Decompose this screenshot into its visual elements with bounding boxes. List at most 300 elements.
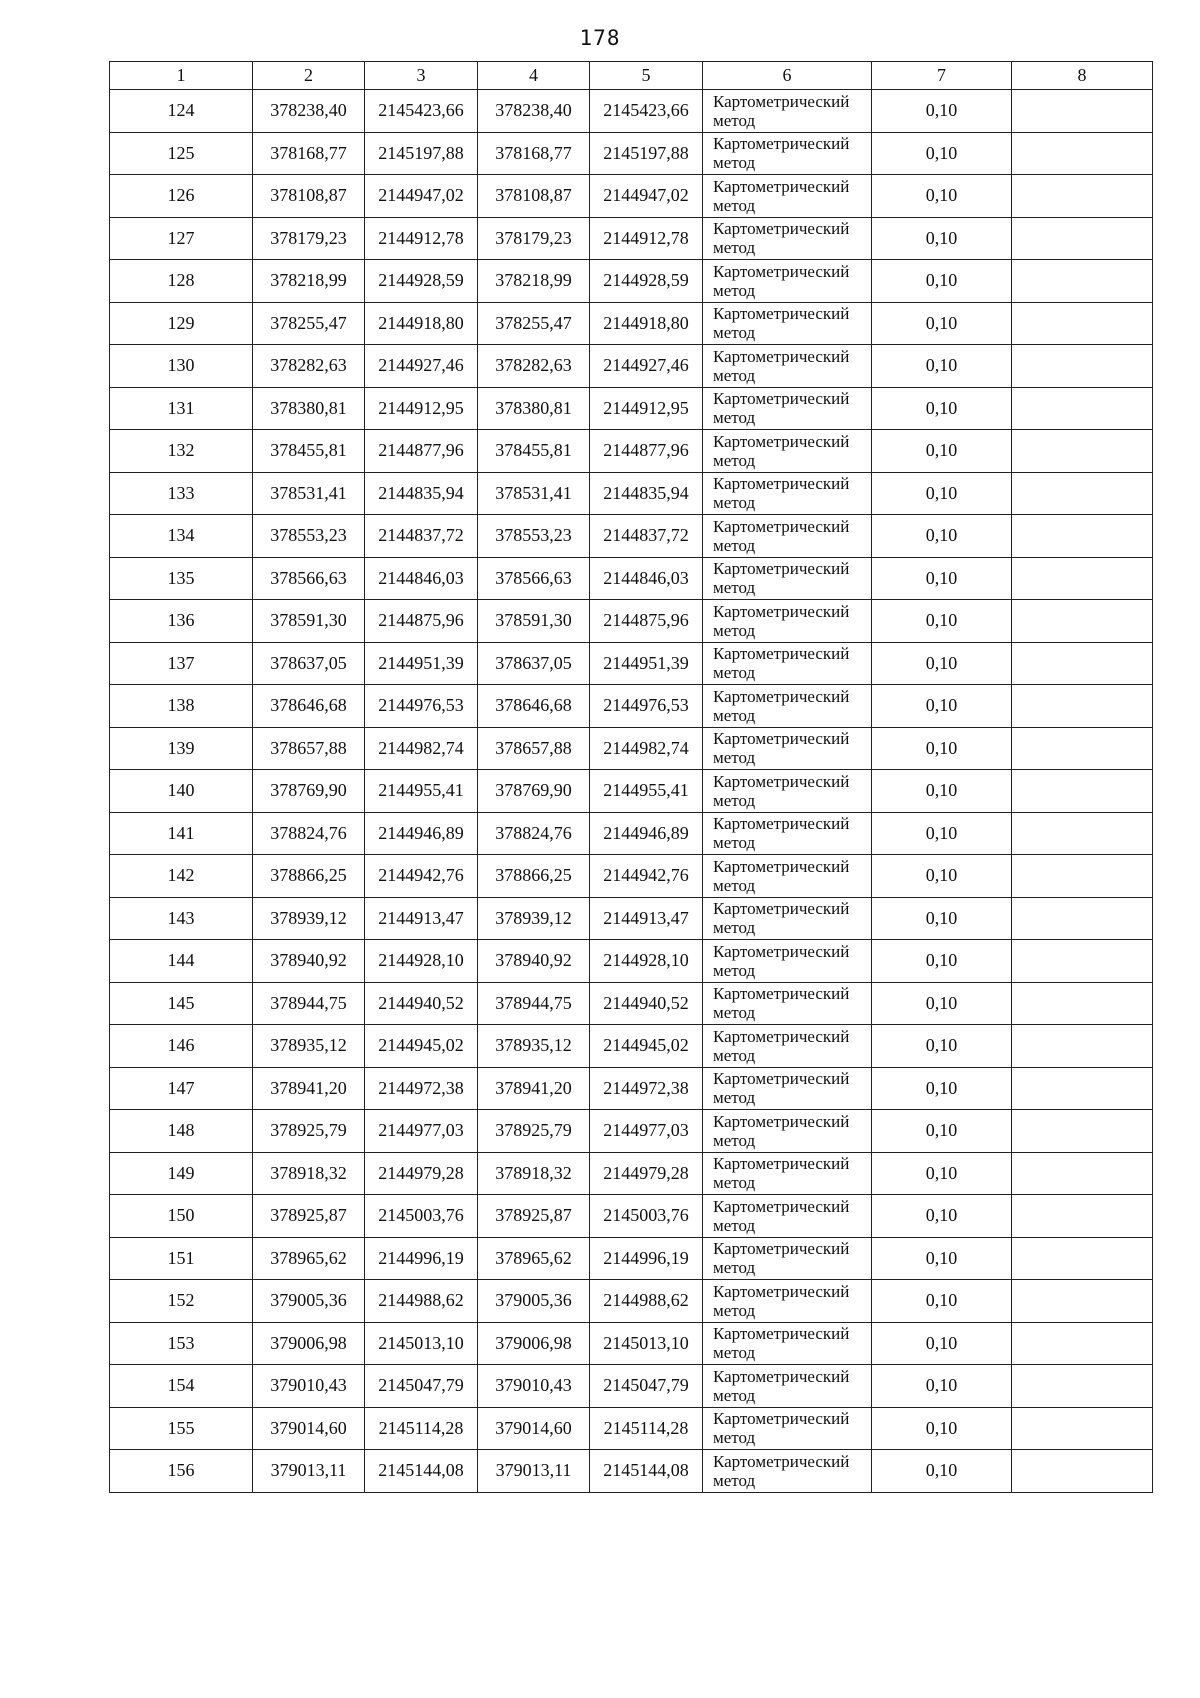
y-coordinate-cell: 2144846,03 (590, 557, 703, 600)
y-coordinate-cell: 2145047,79 (590, 1365, 703, 1408)
method-label: Картометрический (713, 1324, 850, 1344)
accuracy-cell: 0,10 (872, 302, 1012, 345)
method-label: Картометрический (713, 261, 850, 281)
y-coordinate-cell: 2145003,76 (365, 1195, 478, 1238)
point-number-cell: 138 (110, 685, 253, 728)
table-row (110, 685, 1153, 728)
x-coordinate-cell: 378637,05 (478, 642, 590, 685)
method-label: Картометрический (713, 304, 850, 324)
method-label: Картометрический (713, 389, 850, 409)
table-row (110, 557, 1153, 600)
method-label: метод (713, 280, 756, 300)
x-coordinate-cell: 378824,76 (478, 812, 590, 855)
accuracy-cell: 0,10 (872, 1322, 1012, 1365)
accuracy-cell: 0,10 (872, 90, 1012, 133)
y-coordinate-cell: 2144913,47 (365, 897, 478, 940)
accuracy-cell: 0,10 (872, 940, 1012, 983)
point-number-cell: 144 (110, 940, 253, 983)
table-row (110, 175, 1153, 218)
y-coordinate-cell: 2144928,59 (590, 260, 703, 303)
accuracy-cell: 0,10 (872, 1407, 1012, 1450)
accuracy-cell: 0,10 (872, 1025, 1012, 1068)
x-coordinate-cell: 378255,47 (253, 302, 365, 345)
y-coordinate-cell: 2144988,62 (590, 1280, 703, 1323)
method-label: метод (713, 1428, 756, 1448)
notes-cell (1012, 1322, 1153, 1365)
method-cell (703, 1237, 872, 1280)
point-number-cell: 127 (110, 217, 253, 260)
x-coordinate-cell: 378935,12 (253, 1025, 365, 1068)
method-cell (703, 557, 872, 600)
x-coordinate-cell: 379006,98 (253, 1322, 365, 1365)
x-coordinate-cell: 379006,98 (478, 1322, 590, 1365)
point-number-cell: 135 (110, 557, 253, 600)
y-coordinate-cell: 2144837,72 (590, 515, 703, 558)
column-header: 3 (365, 62, 478, 90)
method-label: Картометрический (713, 91, 850, 111)
method-label: метод (713, 195, 756, 215)
y-coordinate-cell: 2144976,53 (365, 685, 478, 728)
accuracy-cell: 0,10 (872, 600, 1012, 643)
x-coordinate-cell: 378108,87 (253, 175, 365, 218)
table-row (110, 897, 1153, 940)
y-coordinate-cell: 2145003,76 (590, 1195, 703, 1238)
method-label: метод (713, 1130, 756, 1150)
accuracy-cell: 0,10 (872, 1067, 1012, 1110)
x-coordinate-cell: 378941,20 (478, 1067, 590, 1110)
x-coordinate-cell: 378238,40 (478, 90, 590, 133)
point-number-cell: 142 (110, 855, 253, 898)
method-label: Картометрический (713, 1069, 850, 1089)
y-coordinate-cell: 2144979,28 (365, 1152, 478, 1195)
point-number-cell: 130 (110, 345, 253, 388)
table-row (110, 1110, 1153, 1153)
method-label: метод (713, 1045, 756, 1065)
table-row (110, 1067, 1153, 1110)
x-coordinate-cell: 379005,36 (253, 1280, 365, 1323)
accuracy-cell: 0,10 (872, 855, 1012, 898)
point-number-cell: 125 (110, 132, 253, 175)
method-label: метод (713, 1088, 756, 1108)
table-row (110, 855, 1153, 898)
method-label: метод (713, 1215, 756, 1235)
method-label: метод (713, 153, 756, 173)
y-coordinate-cell: 2144955,41 (365, 770, 478, 813)
method-label: Картометрический (713, 814, 850, 834)
method-label: Картометрический (713, 1026, 850, 1046)
page-number: 178 (579, 26, 621, 50)
point-number-cell: 147 (110, 1067, 253, 1110)
x-coordinate-cell: 379013,11 (253, 1450, 365, 1493)
table-row (110, 812, 1153, 855)
point-number-cell: 150 (110, 1195, 253, 1238)
column-header: 5 (590, 62, 703, 90)
x-coordinate-cell: 378255,47 (478, 302, 590, 345)
method-cell (703, 1407, 872, 1450)
method-cell (703, 1280, 872, 1323)
y-coordinate-cell: 2144912,95 (365, 387, 478, 430)
x-coordinate-cell: 379014,60 (478, 1407, 590, 1450)
method-label: Картометрический (713, 1451, 850, 1471)
notes-cell (1012, 1237, 1153, 1280)
accuracy-cell: 0,10 (872, 345, 1012, 388)
method-cell (703, 1322, 872, 1365)
accuracy-cell: 0,10 (872, 1237, 1012, 1280)
accuracy-cell: 0,10 (872, 430, 1012, 473)
y-coordinate-cell: 2144875,96 (590, 600, 703, 643)
x-coordinate-cell: 378939,12 (253, 897, 365, 940)
y-coordinate-cell: 2144912,78 (365, 217, 478, 260)
method-cell (703, 175, 872, 218)
x-coordinate-cell: 378944,75 (478, 982, 590, 1025)
method-label: метод (713, 833, 756, 853)
method-cell (703, 1067, 872, 1110)
notes-cell (1012, 982, 1153, 1025)
notes-cell (1012, 1450, 1153, 1493)
point-number-cell: 146 (110, 1025, 253, 1068)
x-coordinate-cell: 378918,32 (478, 1152, 590, 1195)
notes-cell (1012, 1110, 1153, 1153)
y-coordinate-cell: 2144972,38 (365, 1067, 478, 1110)
notes-cell (1012, 1280, 1153, 1323)
notes-cell (1012, 727, 1153, 770)
method-label: Картометрический (713, 1111, 850, 1131)
notes-cell (1012, 940, 1153, 983)
x-coordinate-cell: 378866,25 (478, 855, 590, 898)
method-cell (703, 387, 872, 430)
table-row (110, 1407, 1153, 1450)
method-cell (703, 982, 872, 1025)
method-label: Картометрический (713, 1366, 850, 1386)
notes-cell (1012, 387, 1153, 430)
x-coordinate-cell: 378925,79 (253, 1110, 365, 1153)
table-row (110, 940, 1153, 983)
x-coordinate-cell: 378591,30 (253, 600, 365, 643)
y-coordinate-cell: 2144928,59 (365, 260, 478, 303)
y-coordinate-cell: 2144918,80 (365, 302, 478, 345)
y-coordinate-cell: 2145197,88 (365, 132, 478, 175)
x-coordinate-cell: 378965,62 (253, 1237, 365, 1280)
y-coordinate-cell: 2144912,95 (590, 387, 703, 430)
method-cell (703, 1110, 872, 1153)
method-label: метод (713, 450, 756, 470)
table-row (110, 1195, 1153, 1238)
column-header: 6 (703, 62, 872, 90)
table-row (110, 1280, 1153, 1323)
method-cell (703, 600, 872, 643)
y-coordinate-cell: 2144945,02 (590, 1025, 703, 1068)
y-coordinate-cell: 2144977,03 (365, 1110, 478, 1153)
method-label: Картометрический (713, 559, 850, 579)
table-row (110, 1237, 1153, 1280)
point-number-cell: 133 (110, 472, 253, 515)
table-row (110, 1450, 1153, 1493)
notes-cell (1012, 770, 1153, 813)
accuracy-cell: 0,10 (872, 642, 1012, 685)
y-coordinate-cell: 2144947,02 (365, 175, 478, 218)
column-header: 7 (872, 62, 1012, 90)
table-row (110, 642, 1153, 685)
point-number-cell: 151 (110, 1237, 253, 1280)
x-coordinate-cell: 379014,60 (253, 1407, 365, 1450)
x-coordinate-cell: 378940,92 (253, 940, 365, 983)
accuracy-cell: 0,10 (872, 1365, 1012, 1408)
y-coordinate-cell: 2144837,72 (365, 515, 478, 558)
method-cell (703, 515, 872, 558)
method-cell (703, 260, 872, 303)
x-coordinate-cell: 378566,63 (478, 557, 590, 600)
notes-cell (1012, 345, 1153, 388)
table-row (110, 302, 1153, 345)
x-coordinate-cell: 378455,81 (478, 430, 590, 473)
x-coordinate-cell: 379013,11 (478, 1450, 590, 1493)
point-number-cell: 131 (110, 387, 253, 430)
x-coordinate-cell: 378940,92 (478, 940, 590, 983)
y-coordinate-cell: 2144912,78 (590, 217, 703, 260)
point-number-cell: 124 (110, 90, 253, 133)
table-row (110, 345, 1153, 388)
x-coordinate-cell: 378925,87 (478, 1195, 590, 1238)
x-coordinate-cell: 378824,76 (253, 812, 365, 855)
x-coordinate-cell: 378939,12 (478, 897, 590, 940)
point-number-cell: 155 (110, 1407, 253, 1450)
method-cell (703, 1450, 872, 1493)
x-coordinate-cell: 378168,77 (478, 132, 590, 175)
method-cell (703, 430, 872, 473)
point-number-cell: 153 (110, 1322, 253, 1365)
method-label: метод (713, 578, 756, 598)
point-number-cell: 141 (110, 812, 253, 855)
column-header: 8 (1012, 62, 1153, 90)
table-row (110, 90, 1153, 133)
method-label: Картометрический (713, 856, 850, 876)
notes-cell (1012, 1152, 1153, 1195)
method-cell (703, 90, 872, 133)
notes-cell (1012, 217, 1153, 260)
notes-cell (1012, 132, 1153, 175)
x-coordinate-cell: 378179,23 (253, 217, 365, 260)
method-cell (703, 217, 872, 260)
y-coordinate-cell: 2145114,28 (590, 1407, 703, 1450)
y-coordinate-cell: 2145144,08 (365, 1450, 478, 1493)
x-coordinate-cell: 379010,43 (478, 1365, 590, 1408)
method-cell (703, 897, 872, 940)
table-row (110, 600, 1153, 643)
accuracy-cell: 0,10 (872, 727, 1012, 770)
table-row (110, 1025, 1153, 1068)
y-coordinate-cell: 2144977,03 (590, 1110, 703, 1153)
y-coordinate-cell: 2144988,62 (365, 1280, 478, 1323)
x-coordinate-cell: 378531,41 (478, 472, 590, 515)
table-row (110, 132, 1153, 175)
method-label: метод (713, 1173, 756, 1193)
accuracy-cell: 0,10 (872, 1280, 1012, 1323)
notes-cell (1012, 302, 1153, 345)
notes-cell (1012, 897, 1153, 940)
accuracy-cell: 0,10 (872, 217, 1012, 260)
table-body (110, 90, 1153, 1493)
notes-cell (1012, 685, 1153, 728)
method-label: метод (713, 620, 756, 640)
point-number-cell: 154 (110, 1365, 253, 1408)
method-cell (703, 642, 872, 685)
method-label: Картометрический (713, 219, 850, 239)
table-row (110, 1152, 1153, 1195)
x-coordinate-cell: 378941,20 (253, 1067, 365, 1110)
method-label: метод (713, 1385, 756, 1405)
point-number-cell: 149 (110, 1152, 253, 1195)
method-label: метод (713, 875, 756, 895)
x-coordinate-cell: 378380,81 (478, 387, 590, 430)
accuracy-cell: 0,10 (872, 1195, 1012, 1238)
y-coordinate-cell: 2145013,10 (590, 1322, 703, 1365)
method-label: Картометрический (713, 1154, 850, 1174)
y-coordinate-cell: 2144918,80 (590, 302, 703, 345)
y-coordinate-cell: 2144913,47 (590, 897, 703, 940)
x-coordinate-cell: 378918,32 (253, 1152, 365, 1195)
table-row (110, 387, 1153, 430)
notes-cell (1012, 1025, 1153, 1068)
method-label: метод (713, 408, 756, 428)
method-label: метод (713, 705, 756, 725)
method-label: метод (713, 1003, 756, 1023)
x-coordinate-cell: 378866,25 (253, 855, 365, 898)
method-label: Картометрический (713, 431, 850, 451)
notes-cell (1012, 260, 1153, 303)
column-header: 2 (253, 62, 365, 90)
point-number-cell: 139 (110, 727, 253, 770)
x-coordinate-cell: 378925,79 (478, 1110, 590, 1153)
method-label: Картометрический (713, 644, 850, 664)
notes-cell (1012, 175, 1153, 218)
method-label: метод (713, 493, 756, 513)
method-label: метод (713, 1343, 756, 1363)
method-cell (703, 302, 872, 345)
method-label: метод (713, 960, 756, 980)
table-row (110, 1322, 1153, 1365)
x-coordinate-cell: 378637,05 (253, 642, 365, 685)
notes-cell (1012, 472, 1153, 515)
y-coordinate-cell: 2144942,76 (365, 855, 478, 898)
y-coordinate-cell: 2144875,96 (365, 600, 478, 643)
y-coordinate-cell: 2144846,03 (365, 557, 478, 600)
method-label: метод (713, 663, 756, 683)
point-number-cell: 132 (110, 430, 253, 473)
method-label: Картометрический (713, 1196, 850, 1216)
method-cell (703, 1152, 872, 1195)
y-coordinate-cell: 2144940,52 (365, 982, 478, 1025)
notes-cell (1012, 1067, 1153, 1110)
y-coordinate-cell: 2144955,41 (590, 770, 703, 813)
notes-cell (1012, 430, 1153, 473)
method-cell (703, 727, 872, 770)
method-cell (703, 855, 872, 898)
y-coordinate-cell: 2144927,46 (365, 345, 478, 388)
x-coordinate-cell: 378769,90 (478, 770, 590, 813)
point-number-cell: 148 (110, 1110, 253, 1153)
method-cell (703, 1365, 872, 1408)
method-cell (703, 770, 872, 813)
x-coordinate-cell: 378591,30 (478, 600, 590, 643)
x-coordinate-cell: 379010,43 (253, 1365, 365, 1408)
accuracy-cell: 0,10 (872, 557, 1012, 600)
method-label: метод (713, 535, 756, 555)
notes-cell (1012, 90, 1153, 133)
method-label: Картометрический (713, 1281, 850, 1301)
y-coordinate-cell: 2144946,89 (365, 812, 478, 855)
x-coordinate-cell: 378657,88 (253, 727, 365, 770)
x-coordinate-cell: 378108,87 (478, 175, 590, 218)
accuracy-cell: 0,10 (872, 897, 1012, 940)
notes-cell (1012, 1365, 1153, 1408)
method-cell (703, 940, 872, 983)
y-coordinate-cell: 2145197,88 (590, 132, 703, 175)
y-coordinate-cell: 2144940,52 (590, 982, 703, 1025)
table-row (110, 217, 1153, 260)
method-label: метод (713, 1258, 756, 1278)
table-row (110, 770, 1153, 813)
point-number-cell: 128 (110, 260, 253, 303)
x-coordinate-cell: 378282,63 (478, 345, 590, 388)
y-coordinate-cell: 2144945,02 (365, 1025, 478, 1068)
y-coordinate-cell: 2145423,66 (590, 90, 703, 133)
y-coordinate-cell: 2144927,46 (590, 345, 703, 388)
method-cell (703, 1025, 872, 1068)
x-coordinate-cell: 378455,81 (253, 430, 365, 473)
notes-cell (1012, 812, 1153, 855)
y-coordinate-cell: 2144928,10 (590, 940, 703, 983)
notes-cell (1012, 1407, 1153, 1450)
point-number-cell: 143 (110, 897, 253, 940)
y-coordinate-cell: 2144996,19 (365, 1237, 478, 1280)
method-cell (703, 685, 872, 728)
accuracy-cell: 0,10 (872, 685, 1012, 728)
point-number-cell: 126 (110, 175, 253, 218)
method-label: Картометрический (713, 984, 850, 1004)
method-label: метод (713, 238, 756, 258)
accuracy-cell: 0,10 (872, 515, 1012, 558)
y-coordinate-cell: 2144942,76 (590, 855, 703, 898)
method-label: Картометрический (713, 941, 850, 961)
coordinates-table (109, 61, 1153, 1493)
method-label: Картометрический (713, 1409, 850, 1429)
y-coordinate-cell: 2144835,94 (590, 472, 703, 515)
y-coordinate-cell: 2144996,19 (590, 1237, 703, 1280)
method-cell (703, 1195, 872, 1238)
method-label: Картометрический (713, 686, 850, 706)
y-coordinate-cell: 2144951,39 (365, 642, 478, 685)
method-cell (703, 132, 872, 175)
x-coordinate-cell: 378282,63 (253, 345, 365, 388)
method-label: метод (713, 790, 756, 810)
y-coordinate-cell: 2144835,94 (365, 472, 478, 515)
x-coordinate-cell: 378179,23 (478, 217, 590, 260)
table-row (110, 982, 1153, 1025)
y-coordinate-cell: 2144877,96 (365, 430, 478, 473)
accuracy-cell: 0,10 (872, 770, 1012, 813)
x-coordinate-cell: 378646,68 (253, 685, 365, 728)
y-coordinate-cell: 2145144,08 (590, 1450, 703, 1493)
table-row (110, 472, 1153, 515)
x-coordinate-cell: 378218,99 (253, 260, 365, 303)
x-coordinate-cell: 378925,87 (253, 1195, 365, 1238)
method-label: метод (713, 1470, 756, 1490)
x-coordinate-cell: 378944,75 (253, 982, 365, 1025)
point-number-cell: 136 (110, 600, 253, 643)
column-header: 1 (110, 62, 253, 90)
y-coordinate-cell: 2144928,10 (365, 940, 478, 983)
method-label: метод (713, 748, 756, 768)
